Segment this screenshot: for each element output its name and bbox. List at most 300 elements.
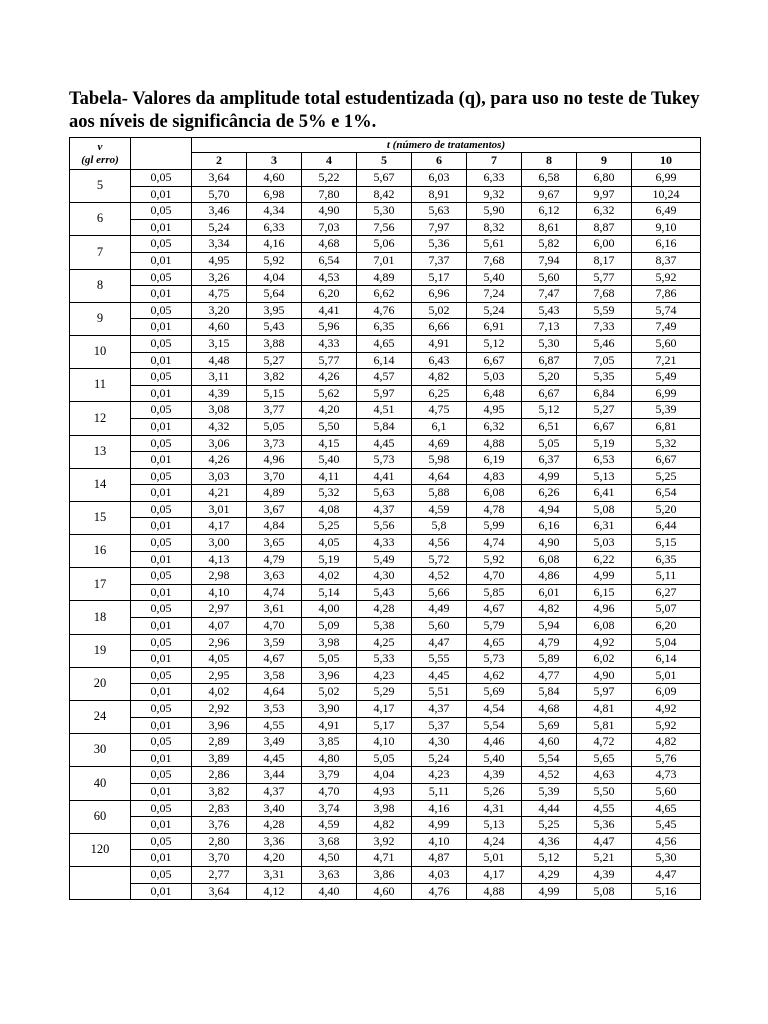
- alpha-cell: 0,05: [131, 269, 192, 286]
- q-value-cell: 7,05: [577, 352, 632, 369]
- q-value-cell: 4,28: [357, 601, 412, 618]
- q-value-cell: 4,12: [247, 883, 302, 900]
- q-value-cell: 3,70: [192, 850, 247, 867]
- q-value-cell: 4,23: [412, 767, 467, 784]
- q-value-cell: 6,32: [467, 418, 522, 435]
- q-value-cell: 6,99: [632, 170, 701, 187]
- q-value-cell: 6,80: [577, 170, 632, 187]
- q-value-cell: 8,61: [522, 219, 577, 236]
- q-value-cell: 6,67: [467, 352, 522, 369]
- q-value-cell: 3,86: [357, 866, 412, 883]
- q-value-cell: 3,15: [192, 335, 247, 352]
- q-value-cell: 6,35: [632, 551, 701, 568]
- q-value-cell: 4,70: [302, 783, 357, 800]
- q-value-cell: 3,68: [302, 833, 357, 850]
- q-value-cell: 3,67: [247, 501, 302, 518]
- table-row: [70, 817, 701, 834]
- q-value-cell: 5,85: [467, 584, 522, 601]
- alpha-cell: 0,01: [131, 684, 192, 701]
- table-row: [70, 551, 701, 568]
- alpha-cell: 0,01: [131, 584, 192, 601]
- q-value-cell: 5,60: [632, 783, 701, 800]
- q-value-cell: 4,94: [522, 501, 577, 518]
- q-value-cell: 6,26: [522, 485, 577, 502]
- table-row: [70, 535, 701, 552]
- q-value-cell: 2,83: [192, 800, 247, 817]
- q-value-cell: 9,97: [577, 186, 632, 203]
- q-value-cell: 5,24: [412, 750, 467, 767]
- gl-erro-cell: 12: [70, 402, 131, 435]
- table-row: [70, 717, 701, 734]
- q-value-cell: 5,15: [632, 535, 701, 552]
- q-value-cell: 4,56: [632, 833, 701, 850]
- q-value-cell: 4,89: [247, 485, 302, 502]
- q-value-cell: 5,12: [522, 850, 577, 867]
- q-value-cell: 5,49: [357, 551, 412, 568]
- q-value-cell: 6,49: [632, 203, 701, 220]
- q-value-cell: 5,65: [577, 750, 632, 767]
- q-value-cell: 5,60: [632, 335, 701, 352]
- q-value-cell: 4,87: [412, 850, 467, 867]
- q-value-cell: 5,64: [247, 286, 302, 303]
- q-value-cell: 5,76: [632, 750, 701, 767]
- alpha-cell: 0,05: [131, 402, 192, 419]
- q-value-cell: 7,86: [632, 286, 701, 303]
- q-value-cell: 6,35: [357, 319, 412, 336]
- q-value-cell: 6,32: [577, 203, 632, 220]
- q-value-cell: 5,05: [522, 435, 577, 452]
- q-value-cell: 3,73: [247, 435, 302, 452]
- q-value-cell: 5,17: [412, 269, 467, 286]
- q-value-cell: 5,20: [632, 501, 701, 518]
- q-value-cell: 2,77: [192, 866, 247, 883]
- q-value-cell: 5,13: [467, 817, 522, 834]
- table-row: [70, 750, 701, 767]
- q-value-cell: 4,60: [522, 734, 577, 751]
- q-value-cell: 5,92: [632, 717, 701, 734]
- q-value-cell: 5,67: [357, 170, 412, 187]
- q-value-cell: 4,76: [357, 302, 412, 319]
- table-row: [70, 601, 701, 618]
- q-value-cell: 6,22: [577, 551, 632, 568]
- q-value-cell: 3,20: [192, 302, 247, 319]
- table-row: [70, 833, 701, 850]
- q-value-cell: 4,55: [577, 800, 632, 817]
- q-value-cell: 9,10: [632, 219, 701, 236]
- v-symbol: v: [97, 140, 103, 153]
- q-value-cell: 4,20: [247, 850, 302, 867]
- gl-erro-cell: 30: [70, 734, 131, 767]
- q-value-cell: 3,26: [192, 269, 247, 286]
- t-value-header: 7: [467, 153, 522, 170]
- table-row: [70, 651, 701, 668]
- table-row: [70, 783, 701, 800]
- alpha-cell: 0,01: [131, 850, 192, 867]
- q-value-cell: 5,89: [522, 651, 577, 668]
- q-value-cell: 4,04: [357, 767, 412, 784]
- q-value-cell: 6,96: [412, 286, 467, 303]
- alpha-cell: 0,01: [131, 418, 192, 435]
- q-value-cell: 5,60: [522, 269, 577, 286]
- q-value-cell: 4,75: [412, 402, 467, 419]
- q-value-cell: 4,11: [302, 468, 357, 485]
- q-value-cell: 5,60: [412, 618, 467, 635]
- table-row: [70, 435, 701, 452]
- table-row: [70, 866, 701, 883]
- table-row: [70, 501, 701, 518]
- table-row: [70, 468, 701, 485]
- table-row: [70, 584, 701, 601]
- q-value-cell: 8,42: [357, 186, 412, 203]
- q-value-cell: 5,16: [632, 883, 701, 900]
- q-value-cell: 2,98: [192, 568, 247, 585]
- t-value-header: 6: [412, 153, 467, 170]
- q-value-cell: 3,96: [192, 717, 247, 734]
- q-value-cell: 5,24: [467, 302, 522, 319]
- q-value-cell: 4,62: [467, 667, 522, 684]
- q-value-cell: 4,00: [302, 601, 357, 618]
- q-value-cell: 4,15: [302, 435, 357, 452]
- q-value-cell: 4,78: [467, 501, 522, 518]
- q-value-cell: 5,66: [412, 584, 467, 601]
- q-value-cell: 4,17: [357, 701, 412, 718]
- q-value-cell: 5,12: [467, 335, 522, 352]
- q-value-cell: 4,54: [467, 701, 522, 718]
- q-value-cell: 4,47: [412, 634, 467, 651]
- q-value-cell: 7,94: [522, 252, 577, 269]
- q-value-cell: 6,03: [412, 170, 467, 187]
- q-value-cell: 4,46: [467, 734, 522, 751]
- q-value-cell: 4,30: [357, 568, 412, 585]
- q-value-cell: 5,09: [302, 618, 357, 635]
- table-row: [70, 252, 701, 269]
- q-value-cell: 3,31: [247, 866, 302, 883]
- q-value-cell: 3,85: [302, 734, 357, 751]
- q-value-cell: 3,08: [192, 402, 247, 419]
- table-row: [70, 734, 701, 751]
- q-value-cell: 5,39: [522, 783, 577, 800]
- q-value-cell: 5,63: [357, 485, 412, 502]
- q-value-cell: 3,77: [247, 402, 302, 419]
- q-value-cell: 3,01: [192, 501, 247, 518]
- alpha-cell: 0,05: [131, 568, 192, 585]
- gl-erro-cell: 24: [70, 701, 131, 734]
- q-value-cell: 4,82: [522, 601, 577, 618]
- table-row: [70, 319, 701, 336]
- t-value-header: 9: [577, 153, 632, 170]
- table-row: [70, 369, 701, 386]
- q-value-cell: 10,24: [632, 186, 701, 203]
- alpha-cell: 0,01: [131, 385, 192, 402]
- q-value-cell: 4,67: [467, 601, 522, 618]
- q-value-cell: 3,63: [247, 568, 302, 585]
- alpha-cell: 0,01: [131, 286, 192, 303]
- q-value-cell: 4,21: [192, 485, 247, 502]
- q-value-cell: 4,02: [302, 568, 357, 585]
- table-row: [70, 701, 701, 718]
- q-value-cell: 5,43: [522, 302, 577, 319]
- q-value-cell: 5,02: [412, 302, 467, 319]
- q-value-cell: 4,32: [192, 418, 247, 435]
- q-value-cell: 4,86: [522, 568, 577, 585]
- q-value-cell: 5,99: [467, 518, 522, 535]
- q-value-cell: 3,58: [247, 667, 302, 684]
- gl-erro-cell: 5: [70, 170, 131, 203]
- q-value-cell: 5,46: [577, 335, 632, 352]
- q-value-cell: 5,79: [467, 618, 522, 635]
- q-value-cell: 6,62: [357, 286, 412, 303]
- q-value-cell: 4,20: [302, 402, 357, 419]
- q-value-cell: 4,74: [467, 535, 522, 552]
- q-value-cell: 6,67: [577, 418, 632, 435]
- q-value-cell: 5,05: [302, 651, 357, 668]
- q-value-cell: 5,72: [412, 551, 467, 568]
- q-value-cell: 5,97: [577, 684, 632, 701]
- q-value-cell: 4,63: [577, 767, 632, 784]
- q-value-cell: 4,65: [632, 800, 701, 817]
- table-row: [70, 767, 701, 784]
- alpha-cell: 0,01: [131, 452, 192, 469]
- q-value-cell: 6,16: [632, 236, 701, 253]
- q-value-cell: 5,33: [357, 651, 412, 668]
- q-value-cell: 3,49: [247, 734, 302, 751]
- q-value-cell: 4,51: [357, 402, 412, 419]
- q-value-cell: 5,97: [357, 385, 412, 402]
- q-value-cell: 4,91: [412, 335, 467, 352]
- q-value-cell: 5,35: [577, 369, 632, 386]
- q-value-cell: 5,15: [247, 385, 302, 402]
- q-value-cell: 2,95: [192, 667, 247, 684]
- alpha-cell: 0,05: [131, 435, 192, 452]
- alpha-cell: 0,01: [131, 717, 192, 734]
- q-value-cell: 3,82: [192, 783, 247, 800]
- q-value-cell: 7,56: [357, 219, 412, 236]
- q-value-cell: 6,67: [632, 452, 701, 469]
- q-value-cell: 5,55: [412, 651, 467, 668]
- q-value-cell: 7,03: [302, 219, 357, 236]
- q-value-cell: 4,65: [357, 335, 412, 352]
- q-value-cell: 5,37: [412, 717, 467, 734]
- q-value-cell: 6,41: [577, 485, 632, 502]
- q-value-cell: 5,54: [467, 717, 522, 734]
- q-value-cell: 4,10: [357, 734, 412, 751]
- t-value-header: 8: [522, 153, 577, 170]
- q-value-cell: 5,19: [302, 551, 357, 568]
- q-value-cell: 3,98: [302, 634, 357, 651]
- q-value-cell: 5,43: [357, 584, 412, 601]
- q-value-cell: 4,90: [577, 667, 632, 684]
- q-value-cell: 5,05: [357, 750, 412, 767]
- alpha-cell: 0,01: [131, 352, 192, 369]
- q-value-cell: 3,82: [247, 369, 302, 386]
- q-value-cell: 8,37: [632, 252, 701, 269]
- q-value-cell: 5,25: [302, 518, 357, 535]
- q-value-cell: 4,31: [467, 800, 522, 817]
- q-value-cell: 5,27: [577, 402, 632, 419]
- q-value-cell: 5,40: [467, 269, 522, 286]
- q-value-cell: 6,58: [522, 170, 577, 187]
- q-value-cell: 6,15: [577, 584, 632, 601]
- q-value-cell: 3,65: [247, 535, 302, 552]
- alpha-cell: 0,01: [131, 750, 192, 767]
- q-value-cell: 4,69: [412, 435, 467, 452]
- q-value-cell: 5,94: [522, 618, 577, 635]
- q-value-cell: 9,67: [522, 186, 577, 203]
- q-value-cell: 4,25: [357, 634, 412, 651]
- q-value-cell: 5,92: [247, 252, 302, 269]
- q-value-cell: 4,47: [577, 833, 632, 850]
- q-value-cell: 5,32: [632, 435, 701, 452]
- q-value-cell: 5,39: [632, 402, 701, 419]
- q-value-cell: 5,84: [522, 684, 577, 701]
- q-value-cell: 4,83: [467, 468, 522, 485]
- alpha-cell: 0,01: [131, 883, 192, 900]
- q-value-cell: 5,70: [192, 186, 247, 203]
- alpha-cell: 0,05: [131, 767, 192, 784]
- table-row: [70, 352, 701, 369]
- alpha-cell: 0,05: [131, 501, 192, 518]
- q-value-cell: 4,96: [577, 601, 632, 618]
- q-value-cell: 5,40: [467, 750, 522, 767]
- q-value-cell: 4,26: [302, 369, 357, 386]
- q-value-cell: 4,48: [192, 352, 247, 369]
- q-value-cell: 5,36: [412, 236, 467, 253]
- alpha-cell: 0,01: [131, 319, 192, 336]
- q-value-cell: 4,39: [467, 767, 522, 784]
- q-value-cell: 6,37: [522, 452, 577, 469]
- q-value-cell: 5,25: [522, 817, 577, 834]
- q-value-cell: 6,09: [632, 684, 701, 701]
- q-value-cell: 4,82: [412, 369, 467, 386]
- gl-erro-cell: 16: [70, 535, 131, 568]
- q-value-cell: 4,79: [247, 551, 302, 568]
- alpha-cell: 0,05: [131, 833, 192, 850]
- q-value-cell: 4,95: [467, 402, 522, 419]
- table-row: [70, 219, 701, 236]
- q-value-cell: 6,33: [247, 219, 302, 236]
- q-value-cell: 4,79: [522, 634, 577, 651]
- t-value-header: 3: [247, 153, 302, 170]
- q-value-cell: 3,98: [357, 800, 412, 817]
- q-value-cell: 4,05: [302, 535, 357, 552]
- q-value-cell: 4,02: [192, 684, 247, 701]
- t-value-header: 10: [632, 153, 701, 170]
- alpha-cell: 0,01: [131, 252, 192, 269]
- q-value-cell: 5,8: [412, 518, 467, 535]
- q-value-cell: 5,59: [577, 302, 632, 319]
- alpha-cell: 0,01: [131, 817, 192, 834]
- q-value-cell: 7,21: [632, 352, 701, 369]
- q-value-cell: 6,08: [577, 618, 632, 635]
- q-value-cell: 4,68: [302, 236, 357, 253]
- q-value-cell: 7,80: [302, 186, 357, 203]
- q-value-cell: 6,33: [467, 170, 522, 187]
- table-row: [70, 186, 701, 203]
- q-value-cell: 5,01: [632, 667, 701, 684]
- gl-erro-cell: 40: [70, 767, 131, 800]
- q-value-cell: 4,39: [192, 385, 247, 402]
- q-value-cell: 4,41: [357, 468, 412, 485]
- q-value-cell: 5,03: [467, 369, 522, 386]
- t-value-header: 4: [302, 153, 357, 170]
- q-value-cell: 5,54: [522, 750, 577, 767]
- q-value-cell: 3,96: [302, 667, 357, 684]
- q-value-cell: 4,65: [467, 634, 522, 651]
- gl-erro-cell: 6: [70, 203, 131, 236]
- gl-erro-cell: 60: [70, 800, 131, 833]
- alpha-cell: 0,05: [131, 170, 192, 187]
- q-value-cell: 2,92: [192, 701, 247, 718]
- q-value-cell: 4,29: [522, 866, 577, 883]
- q-value-cell: 6,02: [577, 651, 632, 668]
- alpha-cell: 0,05: [131, 800, 192, 817]
- gl-erro-cell: 17: [70, 568, 131, 601]
- q-value-cell: 5,77: [577, 269, 632, 286]
- q-value-cell: 6,84: [577, 385, 632, 402]
- alpha-cell: 0,01: [131, 186, 192, 203]
- q-value-cell: 4,33: [357, 535, 412, 552]
- q-value-cell: 3,88: [247, 335, 302, 352]
- q-value-cell: 5,29: [357, 684, 412, 701]
- q-value-cell: 8,87: [577, 219, 632, 236]
- q-value-cell: 6,00: [577, 236, 632, 253]
- table-row: [70, 452, 701, 469]
- q-value-cell: 3,63: [302, 866, 357, 883]
- v-column-header: [70, 138, 131, 170]
- q-value-cell: 7,13: [522, 319, 577, 336]
- q-value-cell: 5,08: [577, 883, 632, 900]
- q-value-cell: 3,64: [192, 883, 247, 900]
- q-value-cell: 3,74: [302, 800, 357, 817]
- q-value-cell: 3,00: [192, 535, 247, 552]
- q-value-cell: 4,76: [412, 883, 467, 900]
- q-value-cell: 5,69: [522, 717, 577, 734]
- q-value-cell: 5,73: [467, 651, 522, 668]
- q-value-cell: 5,13: [577, 468, 632, 485]
- alpha-cell: 0,01: [131, 783, 192, 800]
- q-value-cell: 8,91: [412, 186, 467, 203]
- q-value-cell: 6,19: [467, 452, 522, 469]
- q-value-cell: 4,16: [247, 236, 302, 253]
- q-value-cell: 7,49: [632, 319, 701, 336]
- table-row: [70, 684, 701, 701]
- q-value-cell: 4,37: [357, 501, 412, 518]
- q-value-cell: 4,60: [192, 319, 247, 336]
- q-value-cell: 4,17: [467, 866, 522, 883]
- q-value-cell: 5,11: [632, 568, 701, 585]
- q-value-cell: 3,70: [247, 468, 302, 485]
- q-value-cell: 3,64: [192, 170, 247, 187]
- q-value-cell: 5,56: [357, 518, 412, 535]
- q-value-cell: 4,70: [247, 618, 302, 635]
- alpha-cell: 0,05: [131, 634, 192, 651]
- q-value-cell: 5,30: [357, 203, 412, 220]
- q-value-cell: 4,17: [192, 518, 247, 535]
- q-value-cell: 4,89: [357, 269, 412, 286]
- q-value-cell: 5,43: [247, 319, 302, 336]
- q-value-cell: 4,57: [357, 369, 412, 386]
- q-value-cell: 4,99: [577, 568, 632, 585]
- q-value-cell: 4,93: [357, 783, 412, 800]
- q-value-cell: 8,17: [577, 252, 632, 269]
- q-value-cell: 6,53: [577, 452, 632, 469]
- q-value-cell: 5,38: [357, 618, 412, 635]
- q-value-cell: 4,07: [192, 618, 247, 635]
- q-value-cell: 3,92: [357, 833, 412, 850]
- q-value-cell: 4,74: [247, 584, 302, 601]
- q-value-cell: 4,73: [632, 767, 701, 784]
- q-value-cell: 4,44: [522, 800, 577, 817]
